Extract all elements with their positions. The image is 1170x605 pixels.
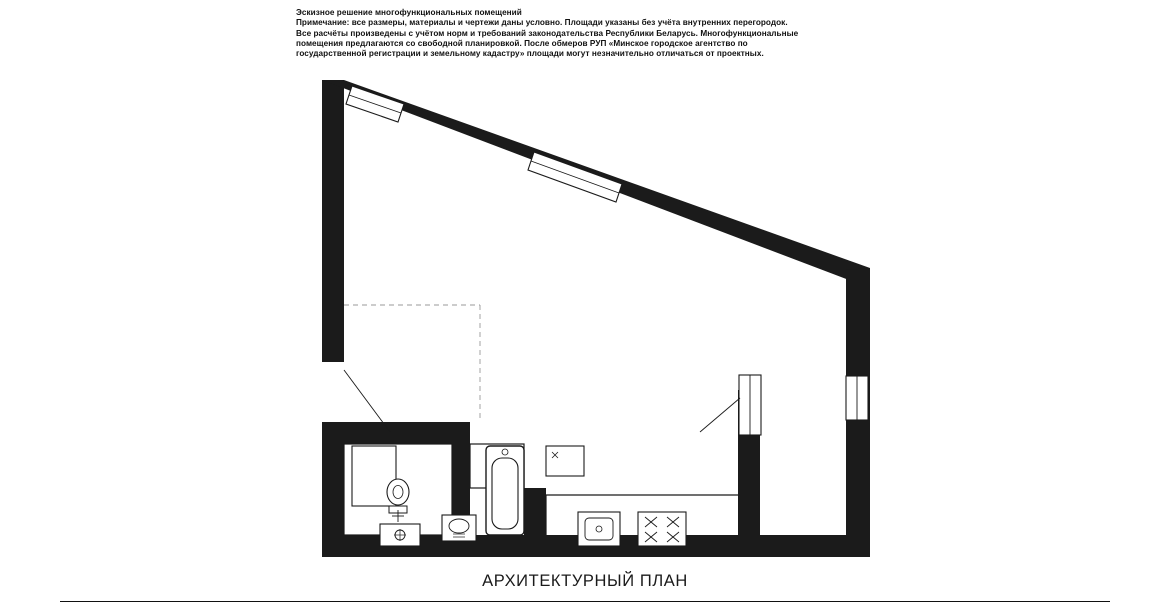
notes-block bbox=[296, 8, 896, 59]
footer-divider bbox=[60, 601, 1110, 602]
notes-line-2: Все расчёты произведены с учётом норм и требований законодательства Республики Беларусь. Многофункциональные bbox=[296, 28, 799, 38]
notes-line-3: помещения предлагаются со свободной планировкой. После обмеров РУП «Минское городское агентство по bbox=[296, 38, 748, 48]
notes-line-4: государственной регистрации и земельному кадастру» площади могут незначительно отличаться от проектных. bbox=[296, 49, 764, 59]
counter bbox=[546, 446, 584, 476]
washbasin-secondary bbox=[442, 515, 476, 541]
dashed-guide-lines bbox=[344, 305, 480, 422]
toilet bbox=[387, 479, 409, 522]
window-right-upper bbox=[846, 376, 868, 420]
page-title: АРХИТЕКТУРНЫЙ ПЛАН bbox=[482, 572, 688, 590]
kitchen-sink bbox=[578, 512, 620, 546]
washbasin bbox=[380, 524, 420, 546]
notes-title: Эскизное решение многофункциональных помещений bbox=[296, 8, 522, 17]
architectural-floor-plan bbox=[0, 60, 1170, 565]
bathtub bbox=[486, 446, 524, 535]
window-right-lower bbox=[739, 375, 761, 435]
cooktop bbox=[638, 512, 686, 546]
notes-line-1: Примечание: все размеры, материалы и чертежи даны условно. Площади указаны без учёта внутренних перегородок. bbox=[296, 18, 788, 28]
